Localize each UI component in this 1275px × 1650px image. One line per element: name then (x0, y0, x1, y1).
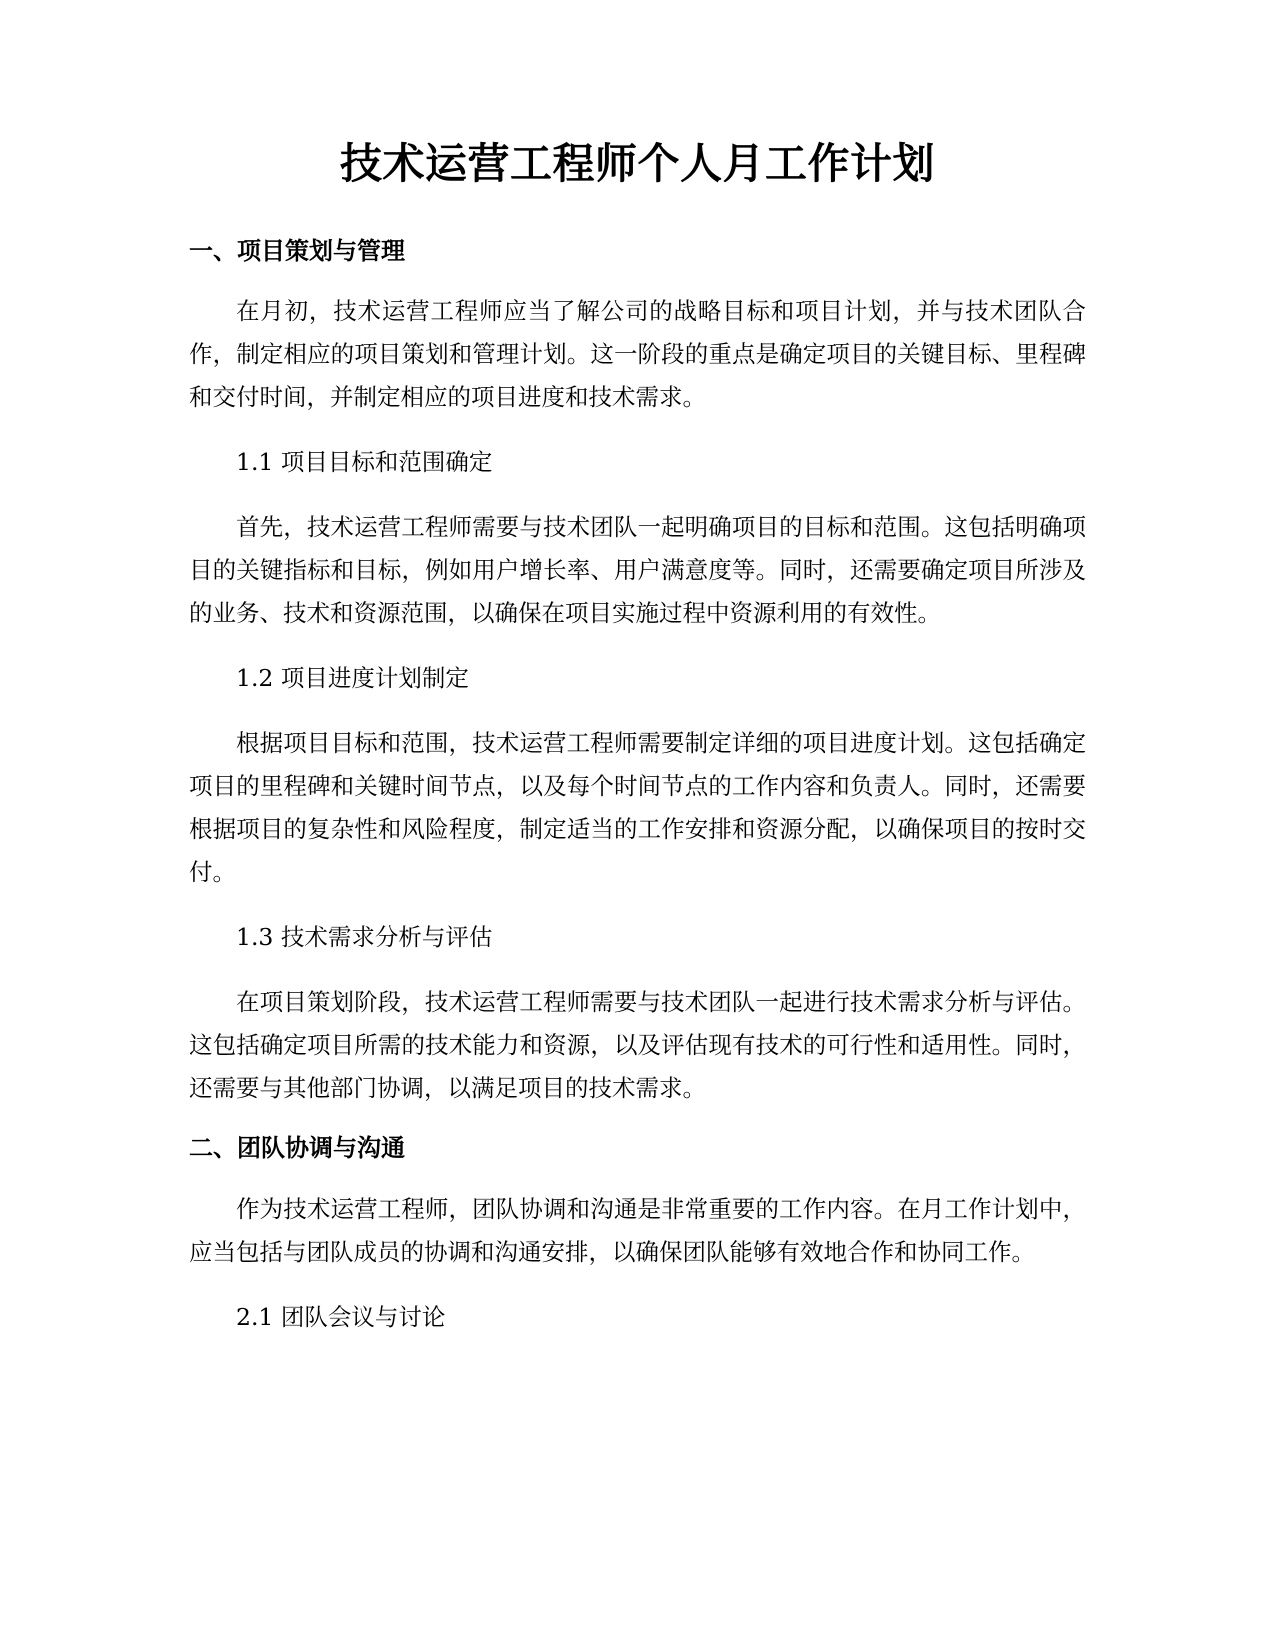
subsection-heading: 1.1 项目目标和范围确定 (236, 448, 493, 477)
section-team-coordination (189, 1132, 1086, 1339)
section-project-planning (189, 235, 1086, 1111)
section-intro-paragraph: 在月初，技术运营工程师应当了解公司的战略目标和项目计划，并与技术团队合作，制定相应的项目策划和管理计划。这一阶段的重点是确定项目的关键目标、里程碑和交付时间，并制定相应的项目进度和技术需求。 (189, 297, 1086, 412)
section-heading: 二、团队协调与沟通 (189, 1134, 405, 1163)
section-heading: 一、项目策划与管理 (189, 236, 405, 265)
subsection-paragraph: 在项目策划阶段，技术运营工程师需要与技术团队一起进行技术需求分析与评估。这包括确定项目所需的技术能力和资源，以及评估现有技术的可行性和适用性。同时，还需要与其他部门协调，以满足项目的技术需求。 (189, 988, 1086, 1103)
subsection-heading: 1.2 项目进度计划制定 (236, 664, 469, 693)
subsection-heading: 2.1 团队会议与讨论 (236, 1302, 446, 1331)
document-title: 技术运营工程师个人月工作计划 (339, 139, 935, 188)
subsection-heading: 1.3 技术需求分析与评估 (236, 923, 493, 952)
subsection-paragraph: 首先，技术运营工程师需要与技术团队一起明确项目的目标和范围。这包括明确项目的关键指标和目标，例如用户增长率、用户满意度等。同时，还需要确定项目所涉及的业务、技术和资源范围，以确保在项目实施过程中资源利用的有效性。 (189, 513, 1086, 628)
section-intro-paragraph: 作为技术运营工程师，团队协调和沟通是非常重要的工作内容。在月工作计划中，应当包括与团队成员的协调和沟通安排，以确保团队能够有效地合作和协同工作。 (189, 1194, 1086, 1266)
subsection-paragraph: 根据项目目标和范围，技术运营工程师需要制定详细的项目进度计划。这包括确定项目的里程碑和关键时间节点，以及每个时间节点的工作内容和负责人。同时，还需要根据项目的复杂性和风险程度，制定适当的工作安排和资源分配，以确保项目的按时交付。 (189, 729, 1086, 887)
